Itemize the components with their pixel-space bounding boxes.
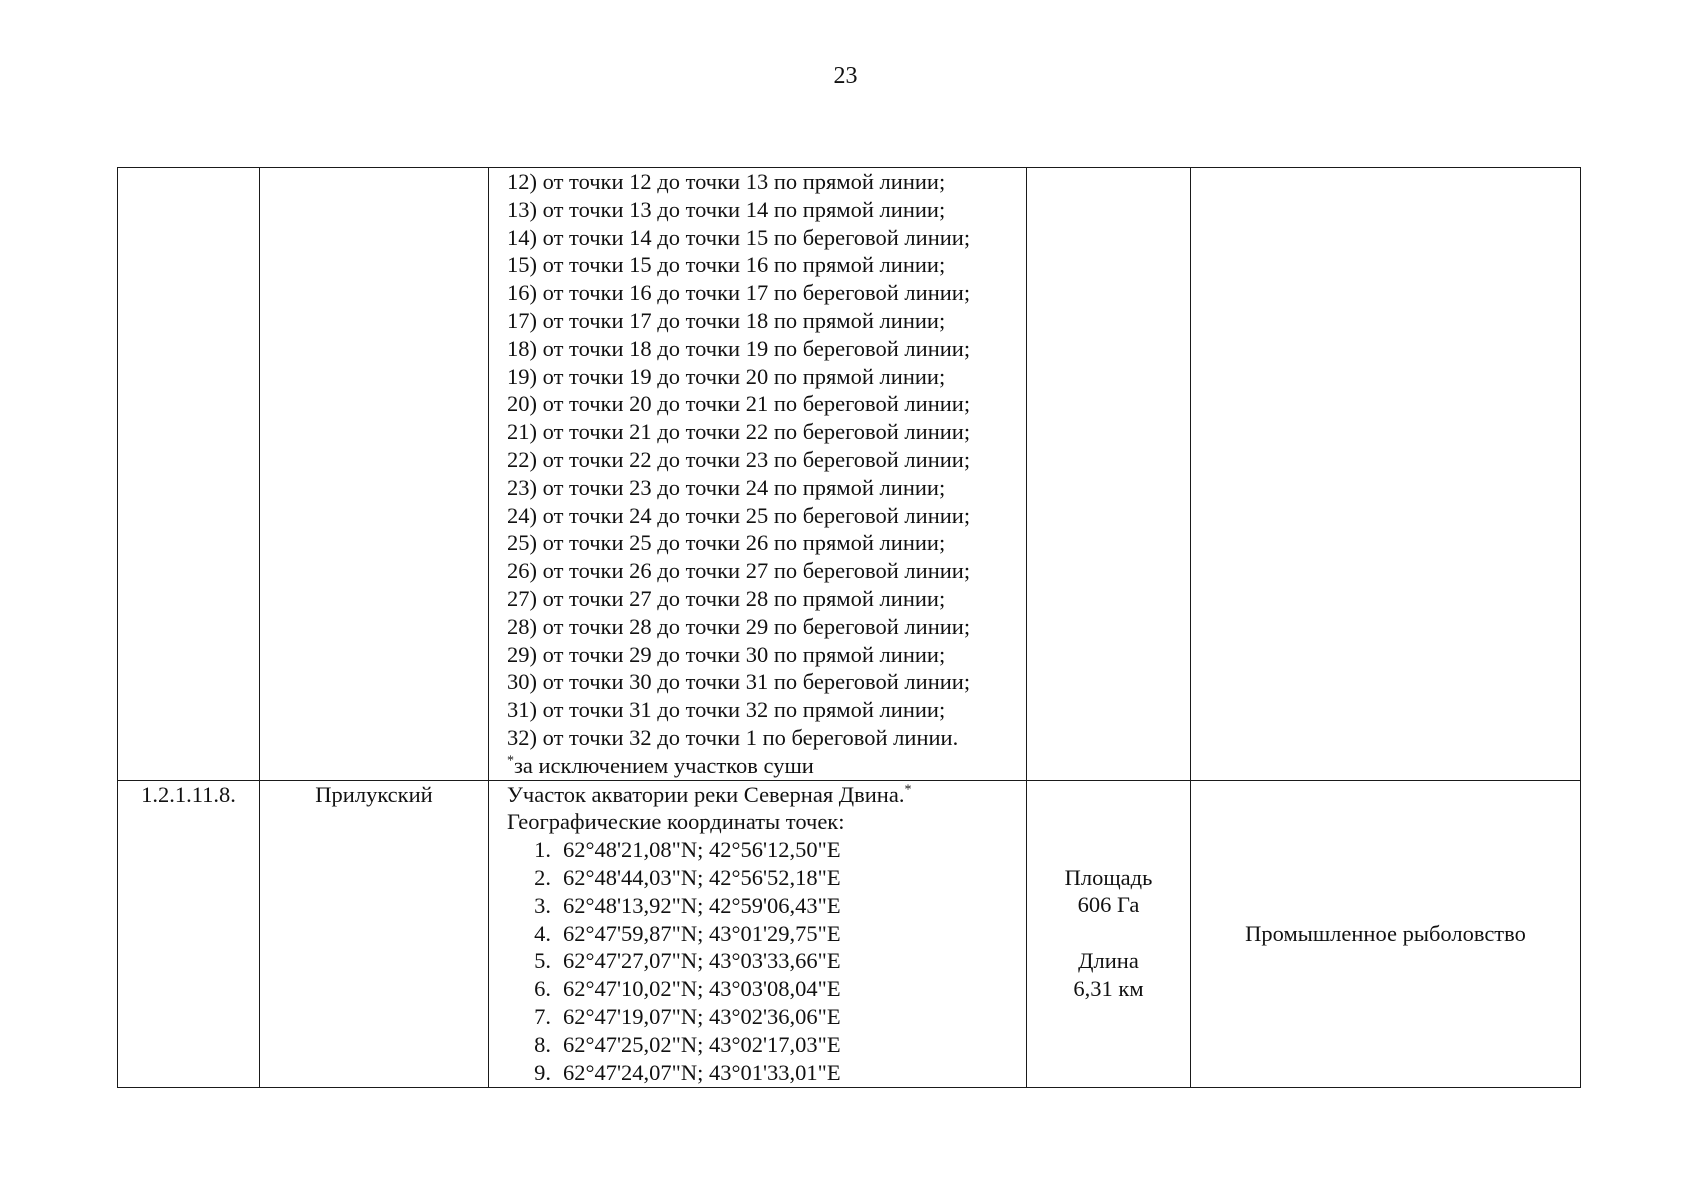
cell-area-description bbox=[489, 780, 1027, 1087]
segment-line: 16) от точки 16 до точки 17 по береговой линии; bbox=[507, 280, 971, 306]
coordinate-value: 62°47'19,07"N; 43°02'36,06"E bbox=[563, 1003, 841, 1029]
segment-line: 25) от точки 25 до точки 26 по прямой линии; bbox=[507, 530, 946, 556]
coordinate-number: 3. bbox=[534, 892, 551, 918]
coordinate-value: 62°48'44,03"N; 42°56'52,18"E bbox=[563, 864, 841, 890]
area-value: 606 Га bbox=[1077, 892, 1140, 918]
footnote-text: за исключением участков суши bbox=[514, 752, 814, 778]
coordinate-value: 62°47'24,07"N; 43°01'33,01"E bbox=[563, 1059, 841, 1085]
coordinate-item bbox=[511, 892, 1026, 920]
segment-line: 20) от точки 20 до точки 21 по береговой линии; bbox=[507, 391, 971, 417]
coordinate-value: 62°47'25,02"N; 43°02'17,03"E bbox=[563, 1031, 841, 1057]
table-row-continued bbox=[118, 168, 1581, 781]
area-label: Площадь bbox=[1064, 864, 1153, 890]
segment-line: 32) от точки 32 до точки 1 по береговой линии. bbox=[507, 724, 959, 750]
description-title-line bbox=[507, 781, 1026, 809]
cell-activity-empty bbox=[1191, 168, 1581, 781]
page-number: 23 bbox=[833, 63, 858, 89]
cell-boundary-description bbox=[489, 168, 1027, 781]
coordinate-value: 62°47'10,02"N; 43°03'08,04"E bbox=[563, 976, 841, 1002]
coordinate-item bbox=[511, 920, 1026, 948]
segment-line: 26) от точки 26 до точки 27 по береговой линии; bbox=[507, 558, 971, 584]
coordinate-item bbox=[511, 1059, 1026, 1087]
footnote-marker: * bbox=[507, 753, 514, 769]
coordinate-value: 62°47'59,87"N; 43°01'29,75"E bbox=[563, 920, 841, 946]
cell-measure-empty bbox=[1027, 168, 1191, 781]
segment-line: 19) от точки 19 до точки 20 по прямой линии; bbox=[507, 363, 946, 389]
segment-list bbox=[489, 168, 1026, 780]
coordinate-item bbox=[511, 975, 1026, 1003]
description-title: Участок акватории реки Северная Двина. bbox=[507, 781, 905, 807]
coordinate-value: 62°47'27,07"N; 43°03'33,66"E bbox=[563, 948, 841, 974]
segment-line: 24) от точки 24 до точки 25 по береговой линии; bbox=[507, 502, 971, 528]
coordinate-number: 5. bbox=[534, 948, 551, 974]
area-description-block bbox=[489, 781, 1026, 837]
segment-line: 15) от точки 15 до точки 16 по прямой линии; bbox=[507, 252, 946, 278]
segment-line: 12) от точки 12 до точки 13 по прямой линии; bbox=[507, 169, 946, 194]
segment-line: 22) от точки 22 до точки 23 по береговой линии; bbox=[507, 446, 971, 472]
segment-line: 30) от точки 30 до точки 31 по береговой линии; bbox=[507, 669, 971, 695]
table-row-prilukskiy bbox=[118, 780, 1581, 1087]
segment-line: 17) от точки 17 до точки 18 по прямой линии; bbox=[507, 307, 946, 333]
coordinate-list bbox=[489, 836, 1026, 1086]
coordinate-number: 1. bbox=[534, 837, 551, 863]
coordinate-number: 8. bbox=[534, 1031, 551, 1057]
segment-line: 31) от точки 31 до точки 32 по прямой линии; bbox=[507, 697, 946, 723]
coordinate-item bbox=[511, 1003, 1026, 1031]
coordinate-number: 4. bbox=[534, 920, 551, 946]
coordinate-item bbox=[511, 864, 1026, 892]
coordinate-value: 62°48'13,92"N; 42°59'06,43"E bbox=[563, 892, 841, 918]
cell-name-empty bbox=[260, 168, 489, 781]
length-label: Длина bbox=[1078, 947, 1139, 973]
segment-line: 18) от точки 18 до точки 19 по береговой линии; bbox=[507, 335, 971, 361]
fishing-areas-table bbox=[117, 167, 1581, 1088]
cell-number-empty bbox=[118, 168, 260, 781]
segment-line: 29) от точки 29 до точки 30 по прямой линии; bbox=[507, 641, 946, 667]
cell-area-measure bbox=[1027, 780, 1191, 1087]
footnote bbox=[507, 752, 1026, 780]
segment-line: 27) от точки 27 до точки 28 по прямой линии; bbox=[507, 585, 946, 611]
coordinate-number: 6. bbox=[534, 976, 551, 1002]
cell-area-name: Прилукский bbox=[260, 780, 489, 1087]
coordinate-item bbox=[511, 836, 1026, 864]
segment-line: 13) от точки 13 до точки 14 по прямой линии; bbox=[507, 196, 946, 222]
segment-line: 23) от точки 23 до точки 24 по прямой линии; bbox=[507, 474, 946, 500]
description-marker: * bbox=[904, 782, 912, 798]
coordinate-number: 2. bbox=[534, 864, 551, 890]
coordinate-value: 62°48'21,08"N; 42°56'12,50"E bbox=[563, 837, 841, 863]
coordinate-number: 9. bbox=[534, 1059, 551, 1085]
coords-heading: Географические координаты точек: bbox=[507, 809, 845, 835]
segment-line: 28) от точки 28 до точки 29 по береговой линии; bbox=[507, 613, 971, 639]
segment-line: 14) от точки 14 до точки 15 по береговой линии; bbox=[507, 224, 971, 250]
coordinate-number: 7. bbox=[534, 1003, 551, 1029]
segment-line: 21) от точки 21 до точки 22 по береговой линии; bbox=[507, 419, 971, 445]
coordinate-item bbox=[511, 1031, 1026, 1059]
cell-number: 1.2.1.11.8. bbox=[118, 780, 260, 1087]
coordinate-item bbox=[511, 947, 1026, 975]
cell-activity: Промышленное рыболовство bbox=[1191, 780, 1581, 1087]
length-value: 6,31 км bbox=[1073, 975, 1144, 1001]
